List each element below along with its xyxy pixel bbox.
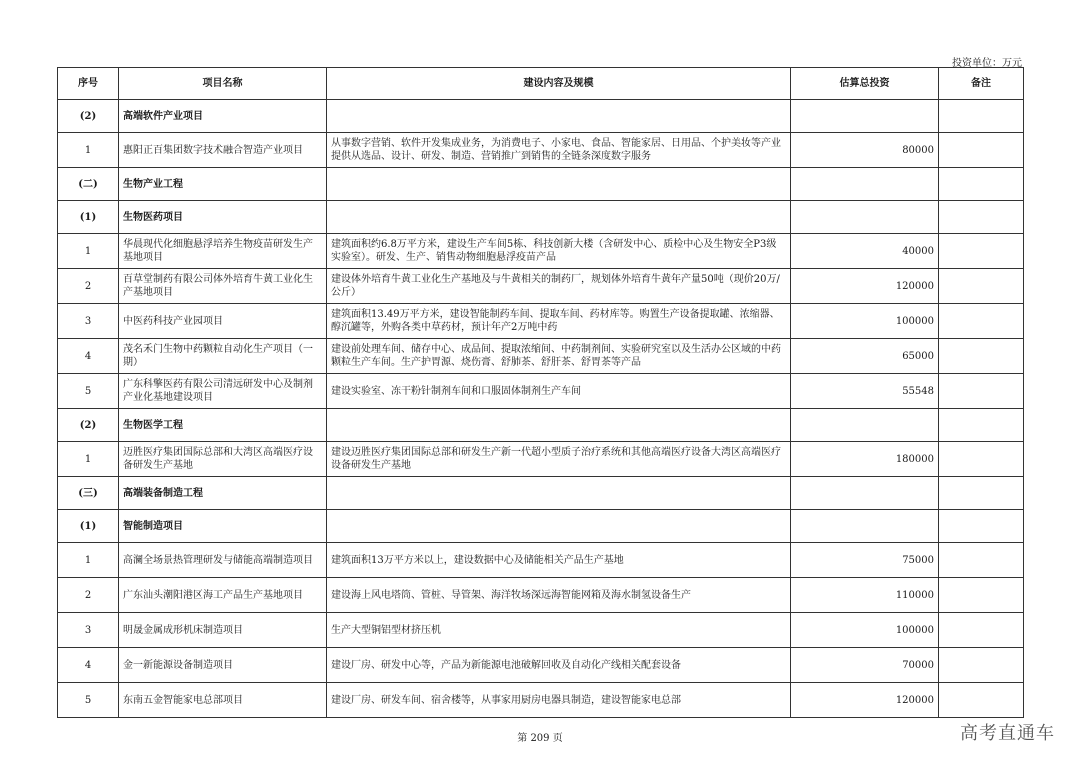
cell-remark [939,133,1024,168]
cell-investment: 70000 [791,648,939,683]
cell-content: 生产大型铜铝型材挤压机 [327,613,791,648]
cell-content: 建设体外培育牛黄工业化生产基地及与牛黄相关的制药厂，规划体外培育牛黄年产量50吨（现价20万/公斤） [327,269,791,304]
header-no: 序号 [58,68,119,100]
cell-remark [939,100,1024,133]
cell-investment: 180000 [791,442,939,477]
watermark-text: 高考直通车 [960,723,1055,744]
cell-no: 4 [58,648,119,683]
section-row [58,409,1024,442]
table-row [58,339,1024,374]
cell-remark [939,201,1024,234]
table-body [58,100,1024,718]
cell-no: (二) [58,168,119,201]
header-investment: 估算总投资 [791,68,939,100]
cell-investment [791,477,939,510]
cell-project-name: 百草堂制药有限公司体外培育牛黄工业化生产基地项目 [119,269,327,304]
cell-remark [939,374,1024,409]
cell-content: 建设海上风电塔筒、管桩、导管架、海洋牧场深远海智能网箱及海水制氢设备生产 [327,578,791,613]
cell-no: 4 [58,339,119,374]
cell-no: (2) [58,409,119,442]
cell-no: 1 [58,543,119,578]
cell-project-name: 生物产业工程 [119,168,327,201]
table-row [58,613,1024,648]
cell-investment: 100000 [791,304,939,339]
cell-project-name: 生物医药项目 [119,201,327,234]
cell-no: 1 [58,133,119,168]
cell-project-name: 高端软件产业项目 [119,100,327,133]
cell-content [327,168,791,201]
cell-project-name: 惠阳正百集团数字技术融合智造产业项目 [119,133,327,168]
cell-investment: 80000 [791,133,939,168]
cell-investment [791,409,939,442]
table-row [58,133,1024,168]
cell-investment: 110000 [791,578,939,613]
cell-no: (1) [58,201,119,234]
investment-unit-label: 投资单位：万元 [952,58,1022,69]
table-row [58,683,1024,718]
cell-no: 1 [58,442,119,477]
cell-content [327,201,791,234]
table-row [58,234,1024,269]
cell-project-name: 明晟金属成形机床制造项目 [119,613,327,648]
cell-content: 从事数字营销、软件开发集成业务，为消费电子、小家电、食品、智能家居、日用品、个护美妆等产业提供从选品、设计、研发、制造、营销推广到销售的全链条深度数字服务 [327,133,791,168]
cell-content: 建筑面积约6.8万平方米，建设生产车间5栋、科技创新大楼（含研发中心、质检中心及生物安全P3级实验室）。研发、生产、销售动物细胞悬浮疫苗产品 [327,234,791,269]
cell-project-name: 茂名禾门生物中药颗粒自动化生产项目（一期） [119,339,327,374]
cell-no: 5 [58,683,119,718]
cell-investment: 40000 [791,234,939,269]
cell-content: 建设实验室、冻干粉针制剂车间和口服固体制剂生产车间 [327,374,791,409]
table-row [58,442,1024,477]
table-row [58,374,1024,409]
cell-no: (2) [58,100,119,133]
cell-project-name: 广东科擎医药有限公司清远研发中心及制剂产业化基地建设项目 [119,374,327,409]
cell-content [327,477,791,510]
cell-remark [939,339,1024,374]
table-header-row [58,68,1024,100]
table-row [58,304,1024,339]
table-row [58,578,1024,613]
cell-content [327,409,791,442]
cell-remark [939,168,1024,201]
cell-no: 3 [58,304,119,339]
cell-investment: 55548 [791,374,939,409]
section-row [58,510,1024,543]
cell-remark [939,409,1024,442]
cell-remark [939,683,1024,718]
cell-project-name: 智能制造项目 [119,510,327,543]
cell-content: 建设厂房、研发中心等，产品为新能源电池破解回收及自动化产线相关配套设备 [327,648,791,683]
cell-project-name: 迈胜医疗集团国际总部和大湾区高端医疗设备研发生产基地 [119,442,327,477]
cell-project-name: 生物医学工程 [119,409,327,442]
section-row [58,168,1024,201]
table-row [58,543,1024,578]
cell-investment [791,510,939,543]
cell-content: 建设前处理车间、储存中心、成品间、提取浓缩间、中药制剂间、实验研究室以及生活办公区域的中药颗粒生产车间。生产护胃源、烧伤膏、舒肺茶、舒肝茶、舒胃茶等产品 [327,339,791,374]
cell-project-name: 广东汕头潮阳港区海工产品生产基地项目 [119,578,327,613]
page-number: 第 209 页 [517,733,563,744]
cell-remark [939,442,1024,477]
section-row [58,100,1024,133]
cell-investment: 100000 [791,613,939,648]
cell-no: 2 [58,269,119,304]
cell-no: 1 [58,234,119,269]
cell-no: 3 [58,613,119,648]
cell-remark [939,234,1024,269]
cell-investment: 120000 [791,683,939,718]
cell-content: 建筑面积13万平方米以上，建设数据中心及储能相关产品生产基地 [327,543,791,578]
cell-no: (1) [58,510,119,543]
cell-content: 建设迈胜医疗集团国际总部和研发生产新一代超小型质子治疗系统和其他高端医疗设备大湾区高端医疗设备研发生产基地 [327,442,791,477]
table-row [58,648,1024,683]
cell-investment: 120000 [791,269,939,304]
cell-investment [791,100,939,133]
cell-investment: 65000 [791,339,939,374]
project-table [57,67,1024,718]
cell-project-name: 金一新能源设备制造项目 [119,648,327,683]
header-content: 建设内容及规模 [327,68,791,100]
cell-remark [939,613,1024,648]
cell-content [327,100,791,133]
cell-remark [939,510,1024,543]
cell-investment [791,168,939,201]
cell-project-name: 高澜全场景热管理研发与储能高端制造项目 [119,543,327,578]
cell-content: 建筑面积13.49万平方米，建设智能制药车间、提取车间、药材库等。购置生产设备提取罐、浓缩器、醇沉罐等，外购各类中草药材，预计年产2万吨中药 [327,304,791,339]
section-row [58,477,1024,510]
cell-investment [791,201,939,234]
cell-content [327,510,791,543]
cell-content: 建设厂房、研发车间、宿舍楼等，从事家用厨房电器具制造，建设智能家电总部 [327,683,791,718]
cell-remark [939,578,1024,613]
header-remark: 备注 [939,68,1024,100]
cell-project-name: 华晨现代化细胞悬浮培养生物疫苗研发生产基地项目 [119,234,327,269]
cell-investment: 75000 [791,543,939,578]
cell-remark [939,477,1024,510]
cell-remark [939,304,1024,339]
cell-project-name: 东南五金智能家电总部项目 [119,683,327,718]
cell-project-name: 高端装备制造工程 [119,477,327,510]
cell-remark [939,543,1024,578]
section-row [58,201,1024,234]
cell-no: 5 [58,374,119,409]
table-row [58,269,1024,304]
cell-no: (三) [58,477,119,510]
cell-no: 2 [58,578,119,613]
cell-remark [939,269,1024,304]
cell-project-name: 中医药科技产业园项目 [119,304,327,339]
cell-remark [939,648,1024,683]
header-project-name: 项目名称 [119,68,327,100]
